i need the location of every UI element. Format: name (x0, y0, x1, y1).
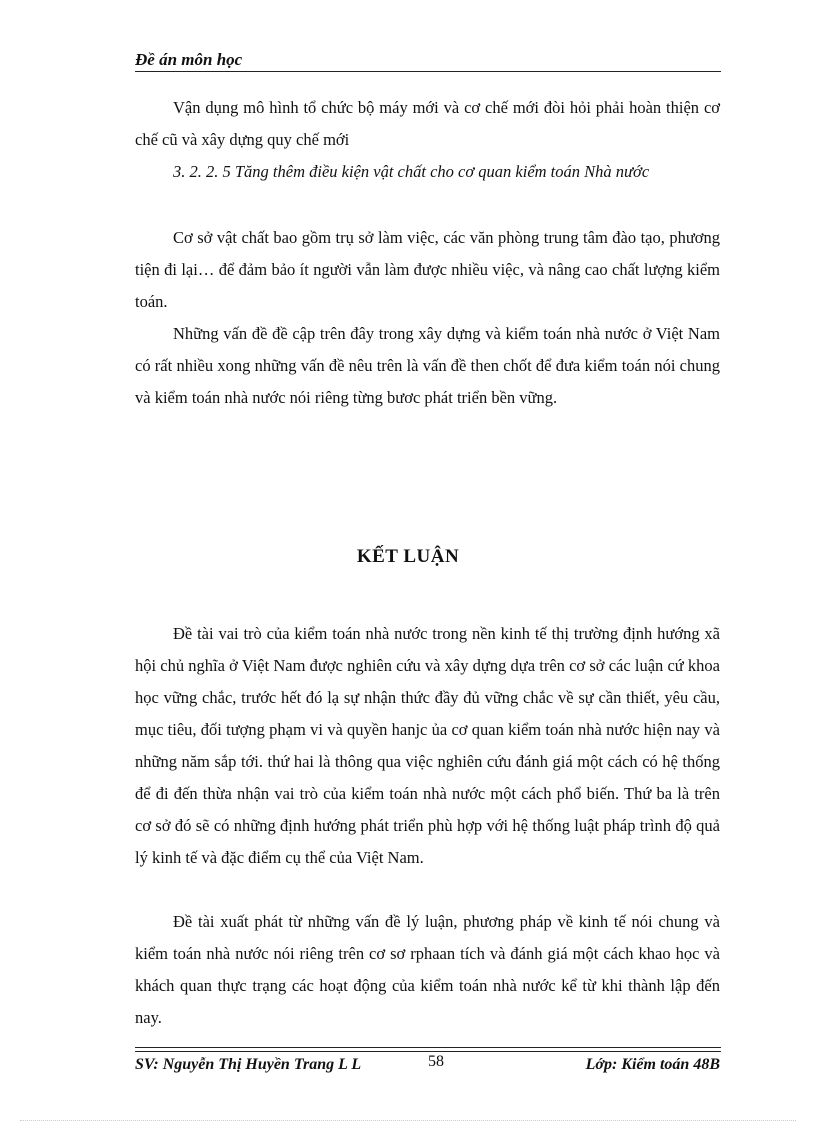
paragraph-4: Những vấn đề đề cập trên đây trong xây dựng và kiểm toán nhà nước ở Việt Nam có rất nhiều xong những vấn đề nêu trên là vấn đề then chốt để đưa kiểm toán nói chung và kiểm toán nhà nước nói riêng từng bươc phát triển bền vững. (135, 324, 720, 407)
paragraph-3: Cơ sở vật chất bao gồm trụ sở làm việc, các văn phòng trung tâm đào tạo, phương tiện đi lại… để đảm bảo ít người vẫn làm được nhiều việc, và nâng cao chất lượng kiểm toán. (135, 228, 720, 311)
document-title: Đề án môn học (135, 50, 243, 69)
footer-rule-bottom (135, 1051, 721, 1052)
page-number: 58 (428, 1053, 444, 1070)
paragraph-5: Đề tài vai trò của kiểm toán nhà nước trong nền kinh tế thị trường định hướng xã hội chủ nghĩa ở Việt Nam được nghiên cứu và xây dựng dựa trên cơ sở các luận cứ khoa học vững chắc, trước hết đó lạ sự nhận thức đầy đủ vững chắc về sự cần thiết, yêu cầu, mục tiêu, đối tượng phạm vi và quyền hanjc ủa cơ quan kiểm toán nhà nước hiện nay và những năm sắp tới. thứ hai là thông qua việc nghiên cứu đánh giá một cách có hệ thống để đi đến thừa nhận vai trò của kiểm toán nhà nước một cách phổ biến. Thứ ba là trên cơ sở đó sẽ có những định hướng phát triển phù hợp với hệ thống luật pháp trình độ quả lý kinh tế và đặc điểm cụ thể của Việt Nam. (135, 624, 720, 867)
paragraph-1: Vận dụng mô hình tổ chức bộ máy mới và cơ chế mới đòi hỏi phải hoàn thiện cơ chế cũ và xây dựng quy chế mới (135, 98, 720, 149)
paragraph-6: Đề tài xuất phát từ những vấn đề lý luận, phương pháp về kinh tế nói chung và kiểm toán nhà nước nói riêng trên cơ sơ rphaan tích và đánh giá một cách khao học và khách quan thực trạng các hoạt động của kiểm toán nhà nước kể từ khi thành lập đến nay. (135, 912, 720, 1027)
page-edge-divider (20, 1120, 796, 1121)
conclusion-heading: KẾT LUẬN (356, 546, 460, 567)
header-rule (135, 71, 721, 72)
section-heading-3-2-2-5: 3. 2. 2. 5 Tăng thêm điều kiện vật chất cho cơ quan kiểm toán Nhà nước (173, 162, 650, 181)
footer-class: Lớp: Kiểm toán 48B (585, 1056, 720, 1073)
footer-student: SV: Nguyễn Thị Huyền Trang L L (135, 1056, 362, 1073)
footer-rule-top (135, 1047, 721, 1048)
